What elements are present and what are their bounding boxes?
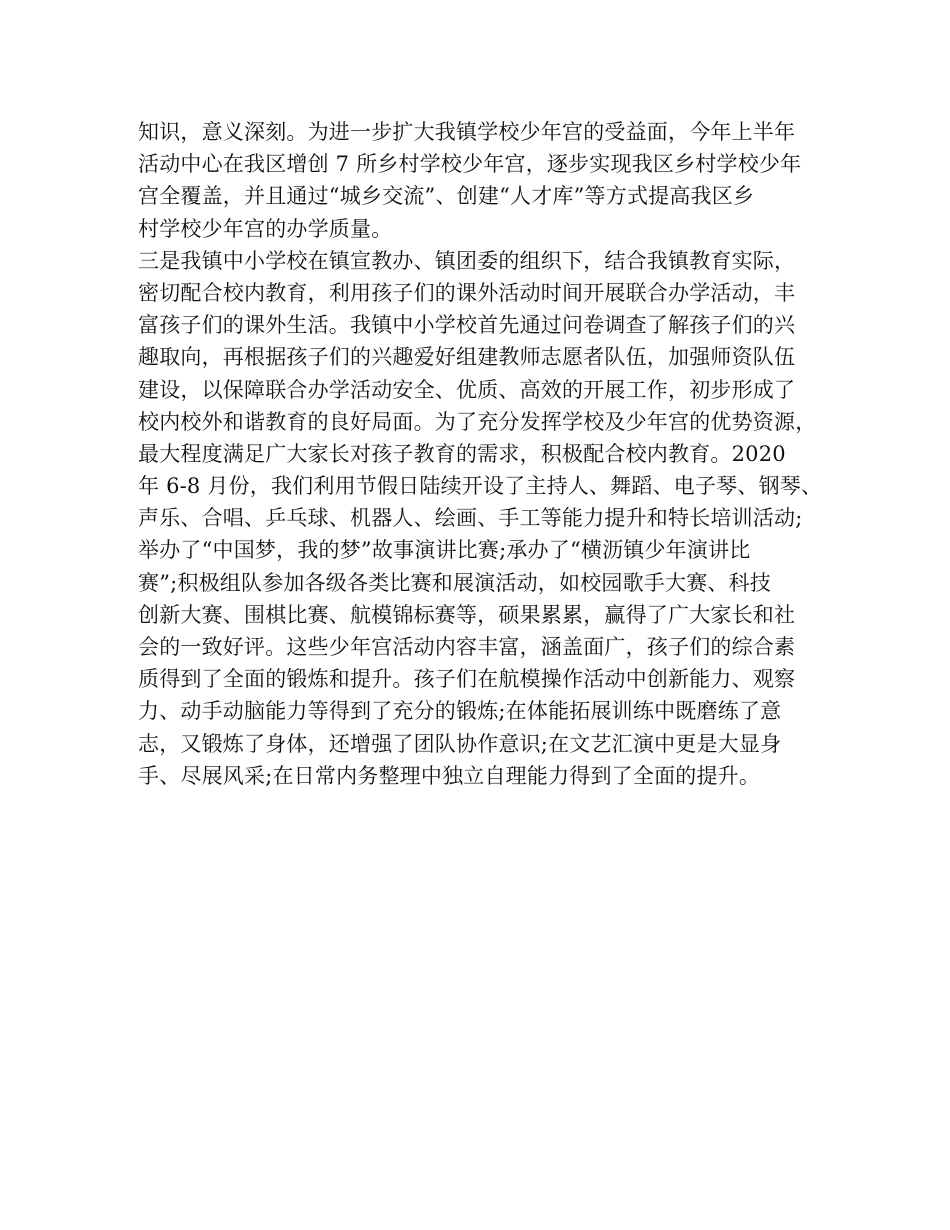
- text-line: 村学校少年宫的办学质量。: [138, 216, 393, 241]
- text-line: 声乐、合唱、乒乓球、机器人、绘画、手工等能力提升和特长培训活动;: [138, 506, 803, 531]
- text-line: 创新大赛、围棋比赛、航模锦标赛等，硕果累累，赢得了广大家长和社: [138, 602, 796, 627]
- text-line: 富孩子们的课外生活。我镇中小学校首先通过问卷调查了解孩子们的兴: [138, 313, 796, 338]
- text-line: 最大程度满足广大家长对孩子教育的需求，积极配合校内教育。2020: [138, 441, 786, 466]
- text-line: 知识，意义深刻。为进一步扩大我镇学校少年宫的受益面，今年上半年: [138, 120, 796, 144]
- text-line: 会的一致好评。这些少年宫活动内容丰富，涵盖面广，孩子们的综合素: [138, 635, 796, 659]
- body-text: [138, 116, 828, 792]
- text-line: 建设，以保障联合办学活动安全、优质、高效的开展工作，初步形成了: [138, 377, 796, 402]
- text-line: 年 6-8 月份，我们利用节假日陆续开设了主持人、舞蹈、电子琴、钢琴、: [138, 474, 823, 499]
- text-line: 力、动手动脑能力等得到了充分的锻炼;在体能拓展训练中既磨练了意: [138, 699, 782, 724]
- text-line: 校内校外和谐教育的良好局面。为了充分发挥学校及少年宫的优势资源，: [138, 409, 817, 434]
- text-line: 赛”;积极组队参加各级各类比赛和展演活动，如校园歌手大赛、科技: [138, 570, 772, 595]
- text-line: 手、尽展风采;在日常内务整理中独立自理能力得到了全面的提升。: [138, 763, 761, 788]
- text-line: 举办了“中国梦，我的梦”故事演讲比赛;承办了“横沥镇少年演讲比: [138, 538, 751, 563]
- text-line: 趣取向，再根据孩子们的兴趣爱好组建教师志愿者队伍，加强师资队伍: [138, 345, 796, 370]
- text-line: 宫全覆盖，并且通过“城乡交流”、创建“人才库”等方式提高我区乡: [138, 184, 755, 209]
- text-line: 三是我镇中小学校在镇宣教办、镇团委的组织下，结合我镇教育实际，: [138, 248, 796, 273]
- text-line: 志，又锻炼了身体，还增强了团队协作意识;在文艺汇演中更是大显身: [138, 731, 782, 756]
- text-line: 质得到了全面的锻炼和提升。孩子们在航模操作活动中创新能力、观察: [138, 667, 796, 692]
- text-line: 活动中心在我区增创 7 所乡村学校少年宫，逐步实现我区乡村学校少年: [138, 152, 802, 177]
- text-line: 密切配合校内教育，利用孩子们的课外活动时间开展联合办学活动，丰: [138, 280, 796, 305]
